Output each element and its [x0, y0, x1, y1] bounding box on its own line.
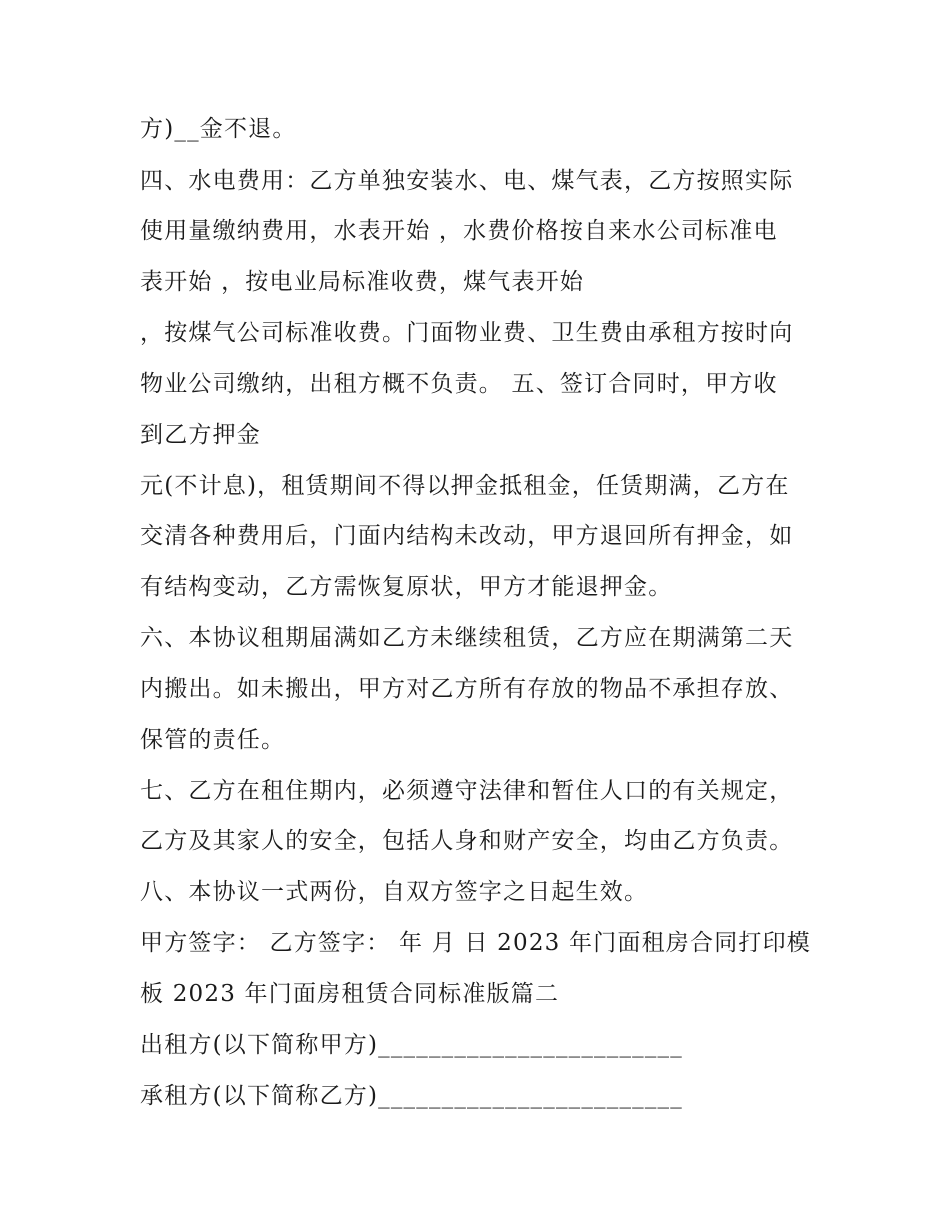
text-line: 乙方及其家人的安全，包括人身和财产安全，均由乙方负责。	[140, 828, 794, 854]
text-line: 表开始 ，按电业局标准收费，煤气表开始	[140, 269, 585, 295]
text-line: 交清各种费用后，门面内结构未改动，甲方退回所有押金，如	[140, 523, 794, 549]
text-line: 六、本协议租期届满如乙方未继续租赁，乙方应在期满第二天	[140, 625, 794, 651]
text-line: 七、乙方在租住期内，必须遵守法律和暂住人口的有关规定，	[140, 778, 794, 804]
text-line: 内搬出。如未搬出，甲方对乙方所有存放的物品不承担存放、	[140, 676, 794, 702]
text-line: 保管的责任。	[140, 727, 286, 753]
text-line: 甲方签字： 乙方签字： 年 月 日 2023 年门面租房合同打印模	[140, 930, 811, 956]
text-line: 元(不计息)，租赁期间不得以押金抵租金，任赁期满，乙方在	[140, 473, 790, 499]
text-line: 使用量缴纳费用，水表开始 ，水费价格按自来水公司标准电	[140, 218, 778, 244]
text-line: 八、本协议一式两份，自双方签字之日起生效。	[140, 879, 649, 905]
text-line: 有结构变动，乙方需恢复原状，甲方才能退押金。	[140, 574, 673, 600]
text-line: 物业公司缴纳，出租方概不负责。 五、签订合同时，甲方收	[140, 371, 778, 397]
text-line: 板 2023 年门面房租赁合同标准版篇二	[140, 981, 560, 1007]
text-line: 承租方(以下简称乙方)________________________	[140, 1083, 683, 1109]
text-line: ，按煤气公司标准收费。门面物业费、卫生费由承租方按时向	[140, 320, 794, 346]
text-line: 出租方(以下简称甲方)________________________	[140, 1032, 683, 1058]
text-line: 四、水电费用：乙方单独安装水、电、煤气表，乙方按照实际	[140, 168, 794, 194]
text-line: 到乙方押金	[140, 422, 261, 448]
text-line: 方)__金不退。	[140, 116, 297, 142]
